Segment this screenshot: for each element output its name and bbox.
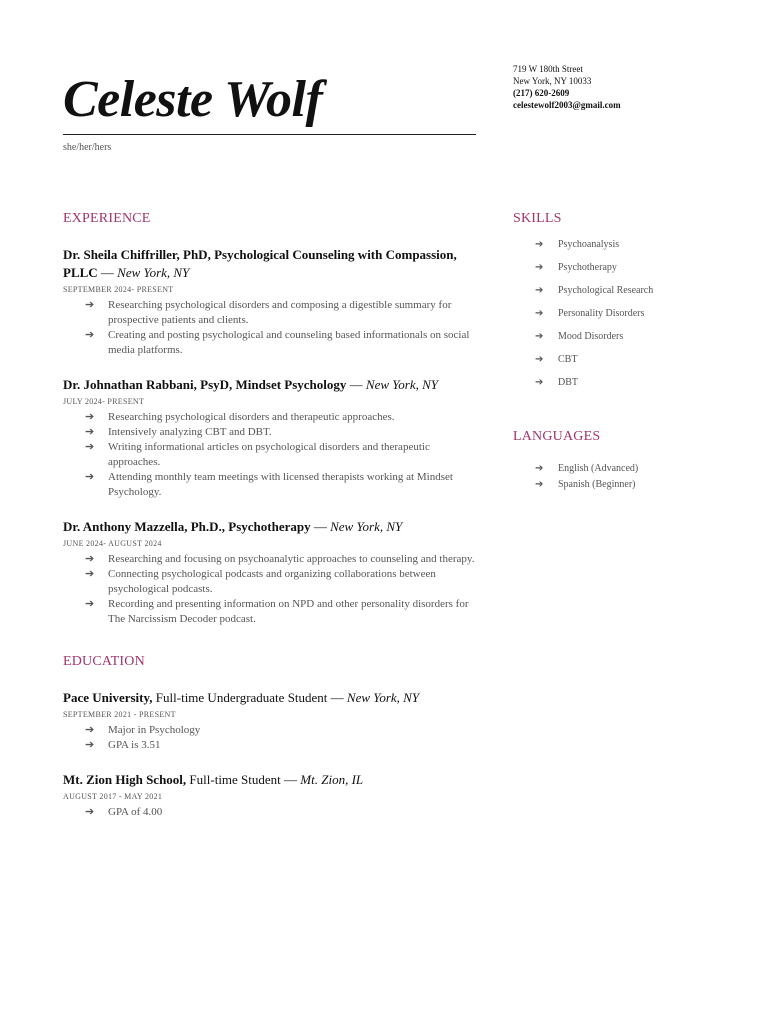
language-item: ➔ English (Advanced) bbox=[535, 463, 639, 474]
arrow-right-icon: ➔ bbox=[85, 553, 95, 565]
list-item: ➔ Researching and focusing on psychoanalytic approaches to counseling and therapy. bbox=[85, 553, 475, 565]
contact-city: New York, NY 10033 bbox=[513, 76, 592, 86]
arrow-right-icon: ➔ bbox=[85, 598, 95, 610]
list-item: ➔ Recording and presenting information on NPD and other personality disorders for The Narcissism Decoder podcast. bbox=[85, 598, 469, 625]
candidate-name: Celeste Wolf bbox=[63, 71, 323, 128]
contact-street: 719 W 180th Street bbox=[513, 64, 583, 74]
skill-item: ➔ DBT bbox=[535, 377, 578, 388]
school-role: Full-time Undergraduate Student bbox=[155, 690, 328, 705]
skills-heading: SKILLS bbox=[513, 211, 562, 226]
arrow-right-icon: ➔ bbox=[85, 806, 95, 818]
school-title: Mt. Zion High School, Full-time Student — Mt. Zion, IL bbox=[63, 772, 364, 787]
arrow-right-icon: ➔ bbox=[85, 299, 95, 311]
school-name: Pace University, bbox=[63, 690, 153, 705]
arrow-right-icon: ➔ bbox=[535, 308, 544, 319]
job-location: New York, NY bbox=[117, 265, 190, 280]
arrow-right-icon: ➔ bbox=[85, 739, 95, 751]
school-location: Mt. Zion, IL bbox=[300, 772, 364, 787]
name-divider bbox=[63, 134, 476, 135]
list-item: ➔ Writing informational articles on psychological disorders and therapeutic approaches. bbox=[85, 441, 430, 468]
arrow-right-icon: ➔ bbox=[535, 463, 544, 474]
arrow-right-icon: ➔ bbox=[85, 411, 95, 423]
pronouns: she/her/hers bbox=[63, 142, 112, 153]
job-location: New York, NY bbox=[365, 377, 439, 392]
arrow-right-icon: ➔ bbox=[535, 285, 544, 296]
arrow-right-icon: ➔ bbox=[535, 377, 544, 388]
school-bullets bbox=[63, 805, 478, 820]
job-date: JULY 2024- PRESENT bbox=[63, 397, 145, 406]
arrow-right-icon: ➔ bbox=[535, 331, 544, 342]
arrow-right-icon: ➔ bbox=[85, 426, 95, 438]
skills-list bbox=[513, 238, 733, 390]
school-role: Full-time Student bbox=[189, 772, 281, 787]
list-item: ➔ Researching psychological disorders and composing a digestible summary for prospective patients and clients. bbox=[85, 299, 452, 326]
school-bullets bbox=[63, 723, 478, 753]
list-item: ➔ GPA of 4.00 bbox=[85, 806, 163, 818]
main-column bbox=[63, 210, 478, 820]
job-entry bbox=[63, 518, 478, 627]
languages-list bbox=[513, 462, 733, 492]
arrow-right-icon: ➔ bbox=[535, 239, 544, 250]
arrow-right-icon: ➔ bbox=[535, 479, 544, 490]
job-bullets bbox=[63, 410, 478, 500]
job-date: SEPTEMBER 2024- PRESENT bbox=[63, 285, 174, 294]
contact-phone: (217) 620-2609 bbox=[513, 88, 570, 98]
skill-item: ➔ Mood Disorders bbox=[535, 331, 624, 342]
job-title: Dr. Sheila Chiffriller, PhD, Psychological Counseling with Compassion, PLLC — New York, NY bbox=[63, 247, 457, 280]
arrow-right-icon: ➔ bbox=[535, 354, 544, 365]
school-date: SEPTEMBER 2021 - PRESENT bbox=[63, 710, 176, 719]
job-title: Dr. Johnathan Rabbani, PsyD, Mindset Psychology — New York, NY bbox=[63, 377, 439, 392]
job-bullets bbox=[63, 552, 478, 627]
job-org: Dr. Anthony Mazzella, Ph.D., Psychotherapy bbox=[63, 519, 311, 534]
experience-heading: EXPERIENCE bbox=[63, 211, 151, 226]
job-org: Dr. Sheila Chiffriller, PhD, Psychological Counseling with Compassion, PLLC bbox=[63, 247, 457, 280]
list-item: ➔ Attending monthly team meetings with licensed therapists working at Mindset Psychology. bbox=[85, 471, 453, 498]
job-bullets bbox=[63, 298, 478, 358]
language-item: ➔ Spanish (Beginner) bbox=[535, 479, 636, 490]
job-title: Dr. Anthony Mazzella, Ph.D., Psychotherapy — New York, NY bbox=[63, 519, 403, 534]
job-entry bbox=[63, 376, 478, 500]
contact-email[interactable]: celestewolf2003@gmail.com bbox=[513, 100, 621, 110]
job-entry bbox=[63, 246, 478, 358]
skill-item: ➔ Personality Disorders bbox=[535, 308, 645, 319]
arrow-right-icon: ➔ bbox=[535, 262, 544, 273]
school-location: New York, NY bbox=[346, 690, 420, 705]
education-entry bbox=[63, 771, 478, 820]
skill-item: ➔ Psychological Research bbox=[535, 285, 654, 296]
languages-heading: LANGUAGES bbox=[513, 429, 601, 444]
arrow-right-icon: ➔ bbox=[85, 724, 95, 736]
job-date: JUNE 2024- AUGUST 2024 bbox=[63, 539, 162, 548]
school-title: Pace University, Full-time Undergraduate Student — New York, NY bbox=[63, 690, 420, 705]
arrow-right-icon: ➔ bbox=[85, 471, 95, 483]
education-heading: EDUCATION bbox=[63, 654, 145, 669]
list-item: ➔ Connecting psychological podcasts and organizing collaborations between psychological podcasts. bbox=[85, 568, 436, 595]
contact-block bbox=[513, 63, 621, 111]
skill-item: ➔ Psychoanalysis bbox=[535, 239, 620, 250]
list-item: ➔ Researching psychological disorders and therapeutic approaches. bbox=[85, 411, 395, 423]
arrow-right-icon: ➔ bbox=[85, 568, 95, 580]
list-item: ➔ Creating and posting psychological and counseling based informationals on social media platforms. bbox=[85, 329, 470, 356]
list-item: ➔ GPA is 3.51 bbox=[85, 739, 161, 751]
side-column bbox=[513, 210, 733, 494]
job-location: New York, NY bbox=[330, 519, 403, 534]
list-item: ➔ Intensively analyzing CBT and DBT. bbox=[85, 426, 272, 438]
school-date: AUGUST 2017 - MAY 2021 bbox=[63, 792, 163, 801]
list-item: ➔ Major in Psychology bbox=[85, 724, 201, 736]
arrow-right-icon: ➔ bbox=[85, 329, 95, 341]
job-org: Dr. Johnathan Rabbani, PsyD, Mindset Psychology bbox=[63, 377, 347, 392]
arrow-right-icon: ➔ bbox=[85, 441, 95, 453]
education-entry bbox=[63, 689, 478, 753]
skill-item: ➔ CBT bbox=[535, 354, 578, 365]
skill-item: ➔ Psychotherapy bbox=[535, 262, 617, 273]
school-name: Mt. Zion High School, bbox=[63, 772, 187, 787]
